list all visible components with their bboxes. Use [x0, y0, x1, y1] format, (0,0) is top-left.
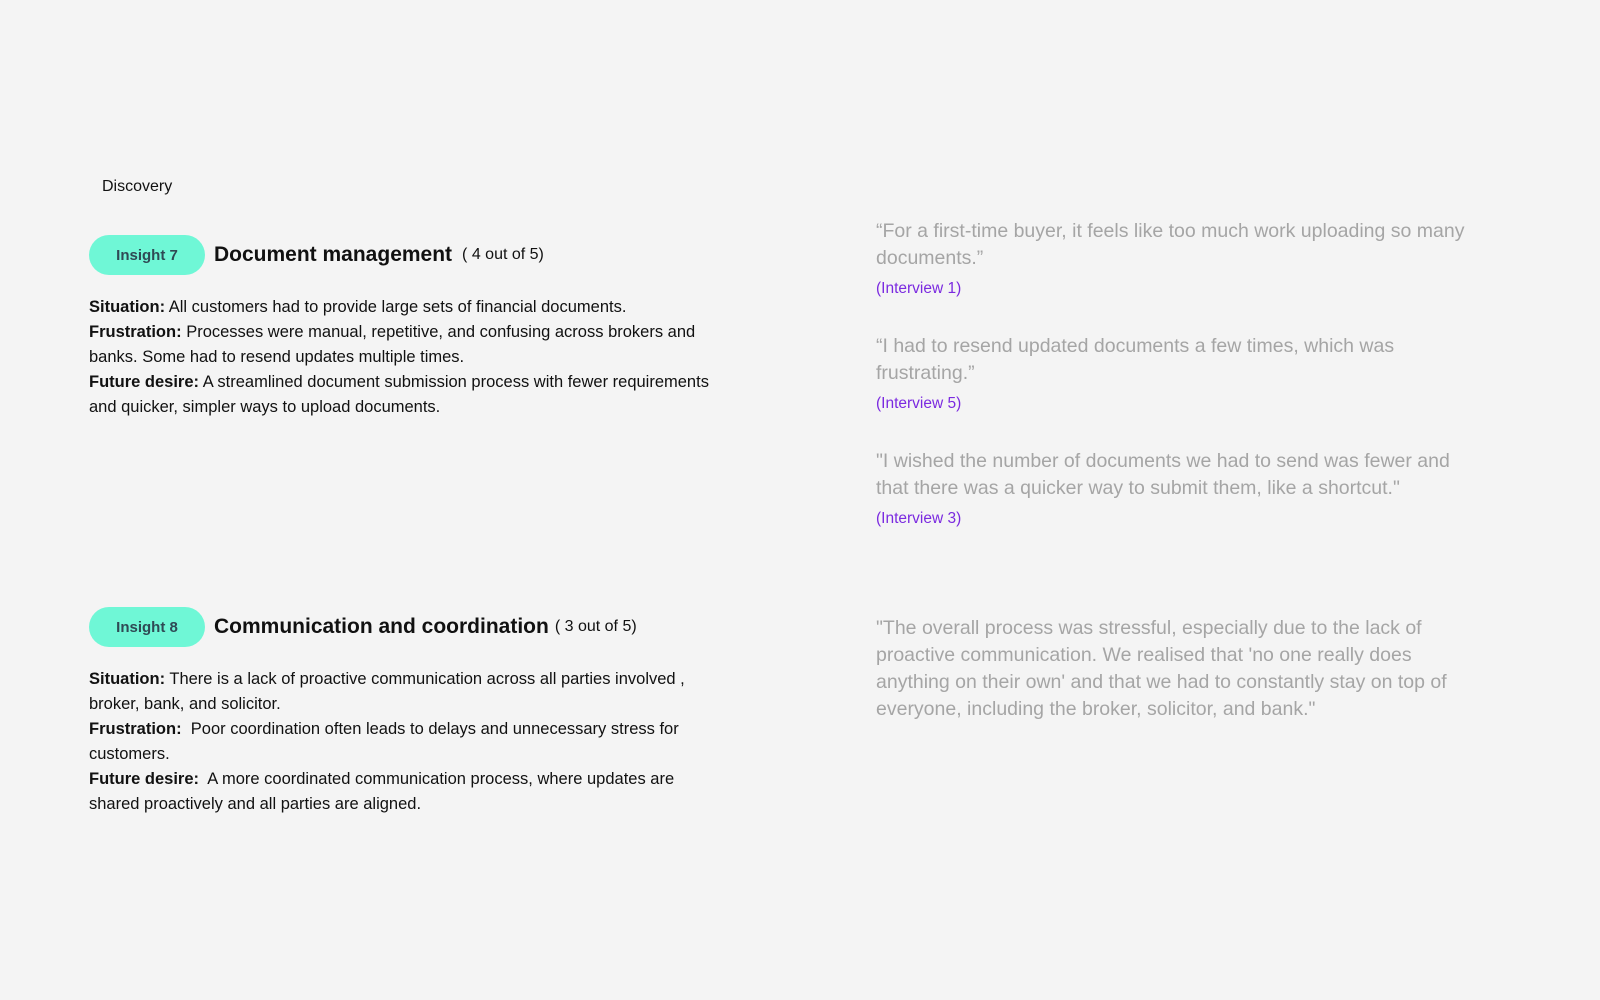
- future-desire-label: Future desire:: [89, 770, 200, 788]
- insight-card-8: [89, 607, 729, 817]
- quote-text: “I had to resend updated documents a few times, which was frustrating.”: [876, 335, 1395, 384]
- frustration-line: [89, 717, 729, 767]
- frustration-line: [89, 320, 729, 370]
- future-desire-label: Future desire:: [89, 373, 200, 391]
- situation-text: There is a lack of proactive communication across all parties involved , broker, bank, and solicitor.: [89, 670, 685, 713]
- insight-title: Communication and coordination: [214, 615, 549, 638]
- quote-text: "The overall process was stressful, especially due to the lack of proactive communication. We realised that 'no one really does anything on their own' and that we had to constantly stay on top of everyone, including the broker, solicitor, and bank.": [876, 617, 1447, 720]
- future-desire-text: A more coordinated communication process, where updates are shared proactively and all parties are aligned.: [89, 770, 675, 813]
- quote-source: (Interview 1): [876, 280, 962, 297]
- situation-text: All customers had to provide large sets of financial documents.: [168, 298, 627, 316]
- insight-card-7: [89, 235, 729, 420]
- insight-body: [89, 295, 729, 420]
- future-desire-text: A streamlined document submission process with fewer requirements and quicker, simpler ways to upload documents.: [89, 373, 709, 416]
- frustration-label: Frustration:: [89, 720, 182, 738]
- future-desire-line: [89, 767, 729, 817]
- insight-header: [89, 607, 729, 647]
- insight-count: ( 3 out of 5): [554, 618, 637, 635]
- quote-block: [876, 218, 1476, 298]
- section-label: Discovery: [102, 178, 173, 195]
- insight-header: [89, 235, 729, 275]
- situation-label: Situation:: [89, 670, 166, 688]
- quote-block: [876, 448, 1476, 528]
- quote-block: [876, 333, 1476, 413]
- quote-text: "I wished the number of documents we had to send was fewer and that there was a quicker way to submit them, like a shortcut.": [876, 450, 1450, 499]
- quote-source: (Interview 5): [876, 395, 962, 412]
- situation-line: [89, 667, 729, 717]
- insight-tag: Insight 8: [89, 607, 205, 647]
- insight-count: ( 4 out of 5): [462, 246, 544, 263]
- situation-label: Situation:: [89, 298, 166, 316]
- insight-body: [89, 667, 729, 817]
- insight-title: Document management: [214, 243, 453, 266]
- frustration-label: Frustration:: [89, 323, 182, 341]
- situation-line: [89, 295, 729, 320]
- quote-source: (Interview 3): [876, 510, 962, 527]
- insight-tag: Insight 7: [89, 235, 205, 275]
- frustration-text: Poor coordination often leads to delays and unnecessary stress for customers.: [89, 720, 679, 763]
- quote-block: [876, 615, 1451, 723]
- frustration-text: Processes were manual, repetitive, and confusing across brokers and banks. Some had to resend updates multiple times.: [89, 323, 696, 366]
- future-desire-line: [89, 370, 729, 420]
- quote-text: “For a first-time buyer, it feels like too much work uploading so many documents.”: [876, 220, 1465, 269]
